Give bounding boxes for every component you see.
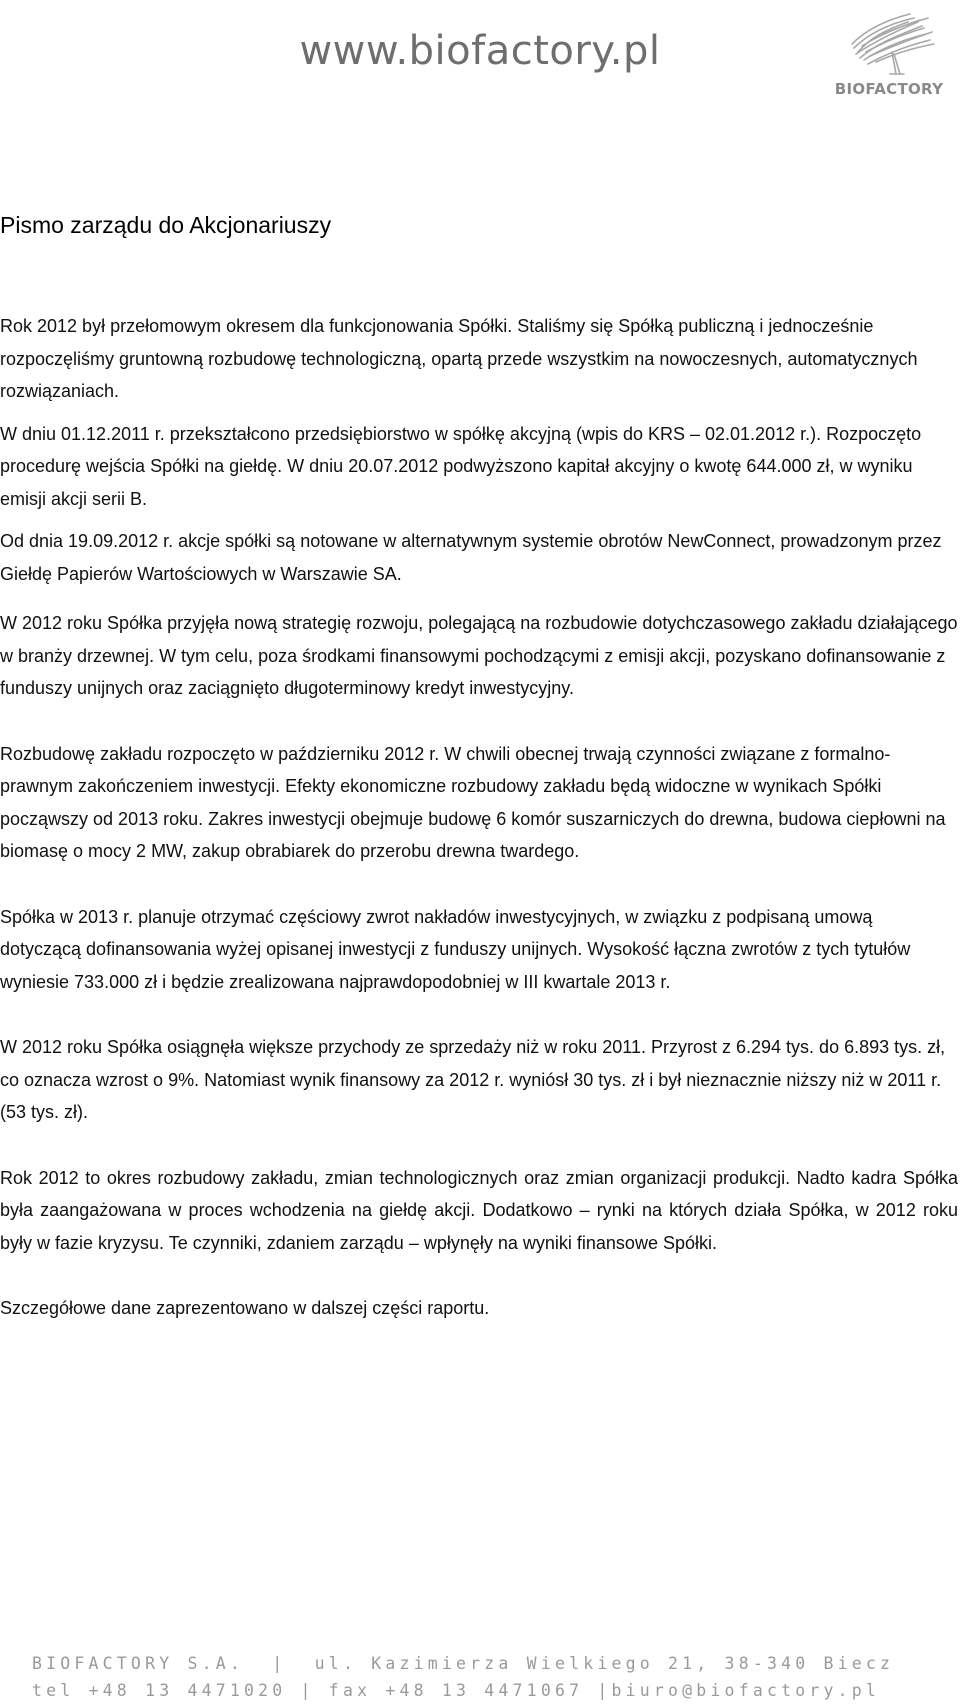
footer-address-line: BIOFACTORY S.A. | ul. Kazimierza Wielkiego 21, 38-340 Biecz [32, 1654, 895, 1673]
paragraph-5: Rozbudowę zakładu rozpoczęto w październiku 2012 r. W chwili obecnej trwają czynności związane z formalno-prawnym zakończeniem inwestycji. Efekty ekonomiczne rozbudowy zakładu będą widoczne w wynikach Spółki począwszy od 2013 roku. Zakres inwestycji obejmuje budowę 6 komór suszarniczych do drewna, budowa ciepłowni na biomasę o mocy 2 MW, zakup obrabiarek do przerobu drewna twardego. [0, 743, 946, 861]
tree-logo-icon [830, 8, 948, 80]
paragraph-9: Szczegółowe dane zaprezentowano w dalszej części raportu. [0, 1298, 490, 1318]
page-title: Pismo zarządu do Akcjonariuszy [0, 212, 332, 238]
paragraph-8: Rok 2012 to okres rozbudowy zakładu, zmian technologicznych oraz zmian organizacji produkcji. Nadto kadra Spółka była zaangażowana w proces wchodzenia na giełdę akcji. Dodatkowo – rynki na których działa Spółka, w 2012 roku były w fazie kryzysu. Te czynniki, zdaniem zarządu – wpłynęły na wyniki finansowe Spółki. [0, 1167, 958, 1253]
letter-body [0, 310, 958, 1325]
footer-contact-line: tel +48 13 4471020 | fax +48 13 4471067 |biuro@biofactory.pl [32, 1681, 881, 1700]
biofactory-logo [830, 8, 948, 98]
header-website-url: www.biofactory.pl [299, 28, 661, 74]
paragraph-2: W dniu 01.12.2011 r. przekształcono przedsiębiorstwo w spółkę akcyjną (wpis do KRS – 02.01.2012 r.). Rozpoczęto procedurę wejścia Spółki na giełdę. W dniu 20.07.2012 podwyższono kapitał akcyjny o kwotę 644.000 zł, w wyniku emisji akcji serii B. [0, 423, 922, 509]
paragraph-4: W 2012 roku Spółka przyjęła nową strategię rozwoju, polegającą na rozbudowie dotychczasowego zakładu działającego w branży drzewnej. W tym celu, poza środkami finansowymi pochodzącymi z emisji akcji, pozyskano dofinansowanie z funduszy unijnych oraz zaciągnięto długoterminowy kredyt inwestycyjny. [0, 613, 958, 698]
paragraph-3: Od dnia 19.09.2012 r. akcje spółki są notowane w alternatywnym systemie obrotów NewConnect, prowadzonym przez Giełdę Papierów Wartościowych w Warszawie SA. [0, 531, 942, 584]
paragraph-7: W 2012 roku Spółka osiągnęła większe przychody ze sprzedaży niż w roku 2011. Przyrost z 6.294 tys. do 6.893 tys. zł, co oznacza wzrost o 9%. Natomiast wynik finansowy za 2012 r. wyniósł 30 tys. zł i był nieznacznie niższy niż w 2011 r. (53 tys. zł). [0, 1037, 946, 1122]
footer-contact [0, 1650, 960, 1704]
paragraph-6: Spółka w 2013 r. planuje otrzymać częściowy zwrot nakładów inwestycyjnych, w związku z podpisaną umową dotyczącą dofinansowania wyżej opisanej inwestycji z funduszy unijnych. Wysokość łączna zwrotów z tych tytułów wyniesie 733.000 zł i będzie zrealizowana najprawdopodobniej w III kwartale 2013 r. [0, 906, 911, 992]
paragraph-1: Rok 2012 był przełomowym okresem dla funkcjonowania Spółki. Staliśmy się Spółką publiczną i jednocześnie rozpoczęliśmy gruntowną rozbudowę technologiczną, opartą przede wszystkim na nowoczesnych, automatycznych rozwiązaniach. [0, 316, 918, 401]
logo-wordmark: BIOFACTORY [834, 80, 944, 98]
